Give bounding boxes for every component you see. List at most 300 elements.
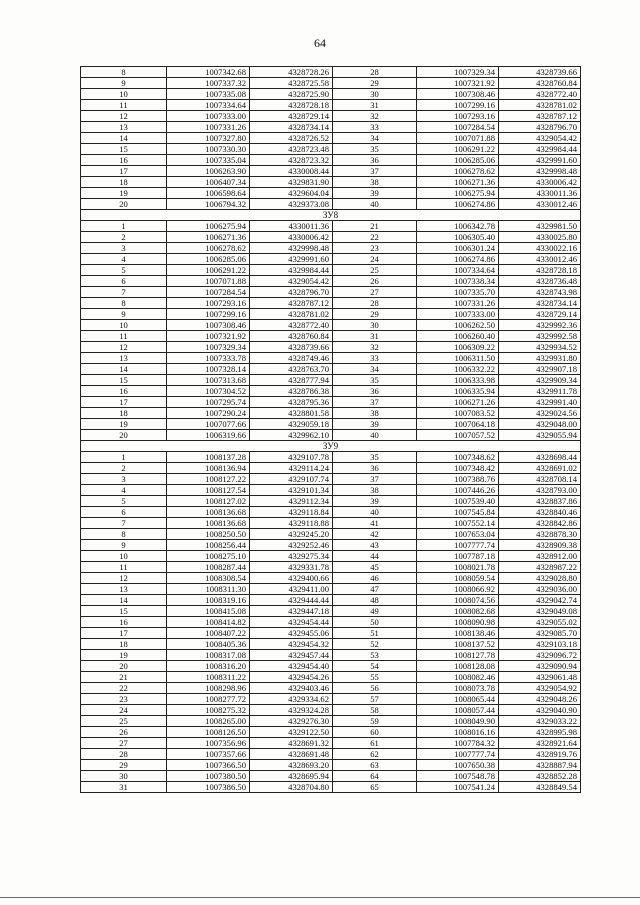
point-number: 51: [333, 628, 417, 639]
x-coordinate: 1006285.06: [417, 155, 499, 166]
table-row: [81, 78, 581, 89]
y-coordinate: 4329055.94: [499, 430, 581, 441]
point-number: 21: [81, 672, 167, 683]
table-row: [81, 694, 581, 705]
x-coordinate: 1007333.78: [167, 353, 250, 364]
x-coordinate: 1007330.30: [167, 144, 250, 155]
y-coordinate: 4328772.40: [499, 89, 581, 100]
table-row: [81, 419, 581, 430]
y-coordinate: 4328729.14: [499, 309, 581, 320]
section-header-row: [81, 210, 581, 221]
point-number: 53: [333, 650, 417, 661]
x-coordinate: 1007337.32: [167, 78, 250, 89]
x-coordinate: 1007787.18: [417, 551, 499, 562]
table-row: [81, 254, 581, 265]
x-coordinate: 1008415.08: [167, 606, 250, 617]
y-coordinate: 4329907.18: [499, 364, 581, 375]
x-coordinate: 1007304.52: [167, 386, 250, 397]
y-coordinate: 4329324.28: [250, 705, 333, 716]
point-number: 13: [81, 122, 167, 133]
y-coordinate: 4329403.46: [250, 683, 333, 694]
table-row: [81, 188, 581, 199]
point-number: 28: [333, 67, 417, 78]
y-coordinate: 4329054.92: [499, 683, 581, 694]
y-coordinate: 4329096.72: [499, 650, 581, 661]
x-coordinate: 1007329.34: [417, 67, 499, 78]
point-number: 16: [81, 386, 167, 397]
point-number: 44: [333, 551, 417, 562]
y-coordinate: 4329036.00: [499, 584, 581, 595]
table-row: [81, 661, 581, 672]
point-number: 57: [333, 694, 417, 705]
y-coordinate: 4328760.84: [499, 78, 581, 89]
point-number: 20: [81, 430, 167, 441]
table-row: [81, 716, 581, 727]
x-coordinate: 1008016.16: [417, 727, 499, 738]
x-coordinate: 1006407.34: [167, 177, 250, 188]
x-coordinate: 1008065.44: [417, 694, 499, 705]
x-coordinate: 1007077.66: [167, 419, 250, 430]
point-number: 49: [333, 606, 417, 617]
point-number: 8: [81, 529, 167, 540]
y-coordinate: 4329028.80: [499, 573, 581, 584]
x-coordinate: 1008128.08: [417, 661, 499, 672]
x-coordinate: 1007284.54: [417, 122, 499, 133]
table-row: [81, 430, 581, 441]
x-coordinate: 1006335.94: [417, 386, 499, 397]
point-number: 37: [333, 474, 417, 485]
x-coordinate: 1008311.30: [167, 584, 250, 595]
point-number: 23: [333, 243, 417, 254]
x-coordinate: 1007356.96: [167, 738, 250, 749]
x-coordinate: 1007552.14: [417, 518, 499, 529]
point-number: 60: [333, 727, 417, 738]
y-coordinate: 4328887.94: [499, 760, 581, 771]
x-coordinate: 1007333.00: [167, 111, 250, 122]
point-number: 14: [81, 364, 167, 375]
x-coordinate: 1008137.52: [417, 639, 499, 650]
table-row: [81, 342, 581, 353]
x-coordinate: 1008405.36: [167, 639, 250, 650]
point-number: 17: [81, 166, 167, 177]
x-coordinate: 1008127.22: [167, 474, 250, 485]
x-coordinate: 1007541.24: [417, 782, 499, 793]
y-coordinate: 4329245.20: [250, 529, 333, 540]
x-coordinate: 1008127.78: [417, 650, 499, 661]
y-coordinate: 4329934.52: [499, 342, 581, 353]
x-coordinate: 1006319.66: [167, 430, 250, 441]
y-coordinate: 4329276.30: [250, 716, 333, 727]
point-number: 6: [81, 276, 167, 287]
y-coordinate: 4328728.18: [250, 100, 333, 111]
point-number: 27: [333, 287, 417, 298]
y-coordinate: 4329373.08: [250, 199, 333, 210]
y-coordinate: 4328849.54: [499, 782, 581, 793]
point-number: 52: [333, 639, 417, 650]
y-coordinate: 4330025.80: [499, 232, 581, 243]
x-coordinate: 1006342.78: [417, 221, 499, 232]
x-coordinate: 1006333.98: [417, 375, 499, 386]
y-coordinate: 4328691.48: [250, 749, 333, 760]
y-coordinate: 4329411.00: [250, 584, 333, 595]
y-coordinate: 4328728.18: [499, 265, 581, 276]
point-number: 46: [333, 573, 417, 584]
y-coordinate: 4329991.40: [499, 397, 581, 408]
y-coordinate: 4329090.94: [499, 661, 581, 672]
x-coordinate: 1008136.68: [167, 518, 250, 529]
point-number: 9: [81, 309, 167, 320]
y-coordinate: 4328763.70: [250, 364, 333, 375]
y-coordinate: 4329334.62: [250, 694, 333, 705]
point-number: 54: [333, 661, 417, 672]
table-row: [81, 243, 581, 254]
x-coordinate: 1007539.40: [417, 496, 499, 507]
y-coordinate: 4329962.10: [250, 430, 333, 441]
table-row: [81, 144, 581, 155]
table-row: [81, 518, 581, 529]
point-number: 41: [333, 518, 417, 529]
point-number: 22: [333, 232, 417, 243]
point-number: 65: [333, 782, 417, 793]
y-coordinate: 4329061.48: [499, 672, 581, 683]
y-coordinate: 4329048.26: [499, 694, 581, 705]
section-header-row: [81, 441, 581, 452]
x-coordinate: 1006291.22: [417, 144, 499, 155]
y-coordinate: 4328772.40: [250, 320, 333, 331]
point-number: 30: [81, 771, 167, 782]
x-coordinate: 1006278.62: [417, 166, 499, 177]
table-row: [81, 276, 581, 287]
y-coordinate: 4328781.02: [250, 309, 333, 320]
section-title: ЗУ8: [81, 210, 581, 221]
point-number: 29: [333, 78, 417, 89]
y-coordinate: 4330006.42: [499, 177, 581, 188]
table-row: [81, 782, 581, 793]
point-number: 56: [333, 683, 417, 694]
y-coordinate: 4329059.18: [250, 419, 333, 430]
point-number: 43: [333, 540, 417, 551]
y-coordinate: 4329455.06: [250, 628, 333, 639]
x-coordinate: 1007386.50: [167, 782, 250, 793]
x-coordinate: 1008275.32: [167, 705, 250, 716]
table-row: [81, 496, 581, 507]
y-coordinate: 4328749.46: [250, 353, 333, 364]
x-coordinate: 1007071.88: [167, 276, 250, 287]
y-coordinate: 4329103.18: [499, 639, 581, 650]
point-number: 20: [81, 199, 167, 210]
point-number: 9: [81, 540, 167, 551]
x-coordinate: 1007388.76: [417, 474, 499, 485]
point-number: 14: [81, 595, 167, 606]
point-number: 45: [333, 562, 417, 573]
x-coordinate: 1007366.50: [167, 760, 250, 771]
point-number: 29: [81, 760, 167, 771]
point-number: 11: [81, 100, 167, 111]
point-number: 31: [81, 782, 167, 793]
point-number: 40: [333, 507, 417, 518]
x-coordinate: 1007333.00: [417, 309, 499, 320]
table-row: [81, 551, 581, 562]
point-number: 50: [333, 617, 417, 628]
x-coordinate: 1006309.22: [417, 342, 499, 353]
y-coordinate: 4328842.86: [499, 518, 581, 529]
table-row: [81, 628, 581, 639]
x-coordinate: 1007380.50: [167, 771, 250, 782]
x-coordinate: 1006271.36: [167, 232, 250, 243]
y-coordinate: 4329049.08: [499, 606, 581, 617]
x-coordinate: 1008250.50: [167, 529, 250, 540]
x-coordinate: 1007446.26: [417, 485, 499, 496]
y-coordinate: 4329992.58: [499, 331, 581, 342]
y-coordinate: 4328736.48: [499, 276, 581, 287]
y-coordinate: 4328793.00: [499, 485, 581, 496]
y-coordinate: 4328695.94: [250, 771, 333, 782]
y-coordinate: 4328795.36: [250, 397, 333, 408]
point-number: 7: [81, 287, 167, 298]
x-coordinate: 1006263.90: [167, 166, 250, 177]
y-coordinate: 4329998.48: [499, 166, 581, 177]
x-coordinate: 1007284.54: [167, 287, 250, 298]
point-number: 26: [333, 276, 417, 287]
x-coordinate: 1007338.34: [417, 276, 499, 287]
point-number: 24: [333, 254, 417, 265]
x-coordinate: 1008136.94: [167, 463, 250, 474]
point-number: 17: [81, 628, 167, 639]
point-number: 35: [333, 144, 417, 155]
y-coordinate: 4328734.14: [499, 298, 581, 309]
page-bottom-rule: [0, 897, 640, 898]
table-row: [81, 397, 581, 408]
y-coordinate: 4328919.76: [499, 749, 581, 760]
table-row: [81, 309, 581, 320]
y-coordinate: 4328739.66: [250, 342, 333, 353]
point-number: 33: [333, 122, 417, 133]
point-number: 40: [333, 199, 417, 210]
y-coordinate: 4328909.38: [499, 540, 581, 551]
table-row: [81, 617, 581, 628]
x-coordinate: 1007328.14: [167, 364, 250, 375]
y-coordinate: 4329992.36: [499, 320, 581, 331]
table-row: [81, 639, 581, 650]
point-number: 8: [81, 67, 167, 78]
table-row: [81, 705, 581, 716]
x-coordinate: 1008308.54: [167, 573, 250, 584]
y-coordinate: 4328921.64: [499, 738, 581, 749]
point-number: 18: [81, 177, 167, 188]
x-coordinate: 1008287.44: [167, 562, 250, 573]
y-coordinate: 4329400.66: [250, 573, 333, 584]
x-coordinate: 1007650.38: [417, 760, 499, 771]
point-number: 64: [333, 771, 417, 782]
y-coordinate: 4329048.00: [499, 419, 581, 430]
y-coordinate: 4329447.18: [250, 606, 333, 617]
x-coordinate: 1007313.68: [167, 375, 250, 386]
y-coordinate: 4329033.22: [499, 716, 581, 727]
table-row: [81, 562, 581, 573]
x-coordinate: 1007083.52: [417, 408, 499, 419]
x-coordinate: 1006598.64: [167, 188, 250, 199]
y-coordinate: 4329457.44: [250, 650, 333, 661]
x-coordinate: 1006301.24: [417, 243, 499, 254]
table-row: [81, 177, 581, 188]
y-coordinate: 4328691.02: [499, 463, 581, 474]
point-number: 40: [333, 430, 417, 441]
y-coordinate: 4329055.02: [499, 617, 581, 628]
x-coordinate: 1007299.16: [417, 100, 499, 111]
x-coordinate: 1008127.54: [167, 485, 250, 496]
x-coordinate: 1008074.56: [417, 595, 499, 606]
x-coordinate: 1007308.46: [167, 320, 250, 331]
table-row: [81, 100, 581, 111]
point-number: 37: [333, 397, 417, 408]
y-coordinate: 4328729.14: [250, 111, 333, 122]
y-coordinate: 4329107.78: [250, 452, 333, 463]
point-number: 32: [333, 342, 417, 353]
x-coordinate: 1007777.74: [417, 749, 499, 760]
table-row: [81, 474, 581, 485]
x-coordinate: 1007784.32: [417, 738, 499, 749]
y-coordinate: 4329042.74: [499, 595, 581, 606]
point-number: 27: [81, 738, 167, 749]
y-coordinate: 4329114.24: [250, 463, 333, 474]
point-number: 20: [81, 661, 167, 672]
y-coordinate: 4329444.44: [250, 595, 333, 606]
x-coordinate: 1008311.22: [167, 672, 250, 683]
point-number: 6: [81, 507, 167, 518]
point-number: 39: [333, 419, 417, 430]
y-coordinate: 4330011.36: [499, 188, 581, 199]
y-coordinate: 4328723.48: [250, 144, 333, 155]
table-row: [81, 155, 581, 166]
x-coordinate: 1006278.62: [167, 243, 250, 254]
y-coordinate: 4329275.34: [250, 551, 333, 562]
x-coordinate: 1008414.82: [167, 617, 250, 628]
point-number: 16: [81, 155, 167, 166]
table-row: [81, 375, 581, 386]
y-coordinate: 4329604.04: [250, 188, 333, 199]
x-coordinate: 1008275.10: [167, 551, 250, 562]
y-coordinate: 4328777.94: [250, 375, 333, 386]
y-coordinate: 4328725.58: [250, 78, 333, 89]
x-coordinate: 1007299.16: [167, 309, 250, 320]
x-coordinate: 1007348.62: [417, 452, 499, 463]
table-row: [81, 606, 581, 617]
x-coordinate: 1007653.04: [417, 529, 499, 540]
y-coordinate: 4329911.78: [499, 386, 581, 397]
x-coordinate: 1007777.74: [417, 540, 499, 551]
x-coordinate: 1006271.26: [417, 397, 499, 408]
table-row: [81, 364, 581, 375]
x-coordinate: 1008073.78: [417, 683, 499, 694]
x-coordinate: 1007335.08: [167, 89, 250, 100]
point-number: 15: [81, 606, 167, 617]
x-coordinate: 1008126.50: [167, 727, 250, 738]
table-row: [81, 386, 581, 397]
point-number: 19: [81, 188, 167, 199]
x-coordinate: 1006332.22: [417, 364, 499, 375]
table-row: [81, 353, 581, 364]
x-coordinate: 1007064.18: [417, 419, 499, 430]
point-number: 36: [333, 155, 417, 166]
point-number: 55: [333, 672, 417, 683]
y-coordinate: 4329831.90: [250, 177, 333, 188]
point-number: 1: [81, 221, 167, 232]
point-number: 48: [333, 595, 417, 606]
y-coordinate: 4328723.32: [250, 155, 333, 166]
y-coordinate: 4328726.52: [250, 133, 333, 144]
x-coordinate: 1008256.44: [167, 540, 250, 551]
x-coordinate: 1008127.02: [167, 496, 250, 507]
y-coordinate: 4329118.88: [250, 518, 333, 529]
coordinates-table: [80, 66, 581, 793]
y-coordinate: 4330011.36: [250, 221, 333, 232]
x-coordinate: 1007290.24: [167, 408, 250, 419]
point-number: 4: [81, 254, 167, 265]
y-coordinate: 4328704.80: [250, 782, 333, 793]
table-row: [81, 584, 581, 595]
point-number: 58: [333, 705, 417, 716]
x-coordinate: 1008138.46: [417, 628, 499, 639]
point-number: 3: [81, 474, 167, 485]
point-number: 15: [81, 375, 167, 386]
x-coordinate: 1006262.50: [417, 320, 499, 331]
point-number: 25: [333, 265, 417, 276]
point-number: 19: [81, 419, 167, 430]
point-number: 5: [81, 265, 167, 276]
table-row: [81, 89, 581, 100]
point-number: 15: [81, 144, 167, 155]
point-number: 30: [333, 320, 417, 331]
table-row: [81, 265, 581, 276]
point-number: 35: [333, 375, 417, 386]
x-coordinate: 1007545.84: [417, 507, 499, 518]
x-coordinate: 1008049.90: [417, 716, 499, 727]
y-coordinate: 4329454.32: [250, 639, 333, 650]
y-coordinate: 4328787.12: [250, 298, 333, 309]
point-number: 19: [81, 650, 167, 661]
x-coordinate: 1008319.16: [167, 595, 250, 606]
table-row: [81, 529, 581, 540]
table-row: [81, 540, 581, 551]
point-number: 32: [333, 111, 417, 122]
y-coordinate: 4328743.98: [499, 287, 581, 298]
x-coordinate: 1008057.44: [417, 705, 499, 716]
x-coordinate: 1008082.68: [417, 606, 499, 617]
y-coordinate: 4329054.42: [250, 276, 333, 287]
point-number: 38: [333, 177, 417, 188]
x-coordinate: 1007335.04: [167, 155, 250, 166]
table-row: [81, 727, 581, 738]
x-coordinate: 1008277.72: [167, 694, 250, 705]
point-number: 38: [333, 408, 417, 419]
y-coordinate: 4328691.32: [250, 738, 333, 749]
x-coordinate: 1006271.36: [417, 177, 499, 188]
x-coordinate: 1008136.68: [167, 507, 250, 518]
table-row: [81, 507, 581, 518]
page-number: 64: [314, 36, 326, 50]
x-coordinate: 1008059.54: [417, 573, 499, 584]
y-coordinate: 4329024.56: [499, 408, 581, 419]
y-coordinate: 4330022.16: [499, 243, 581, 254]
point-number: 7: [81, 518, 167, 529]
y-coordinate: 4329054.42: [499, 133, 581, 144]
y-coordinate: 4328781.02: [499, 100, 581, 111]
x-coordinate: 1006274.86: [417, 199, 499, 210]
point-number: 33: [333, 353, 417, 364]
table-row: [81, 749, 581, 760]
x-coordinate: 1007548.78: [417, 771, 499, 782]
table-row: [81, 67, 581, 78]
